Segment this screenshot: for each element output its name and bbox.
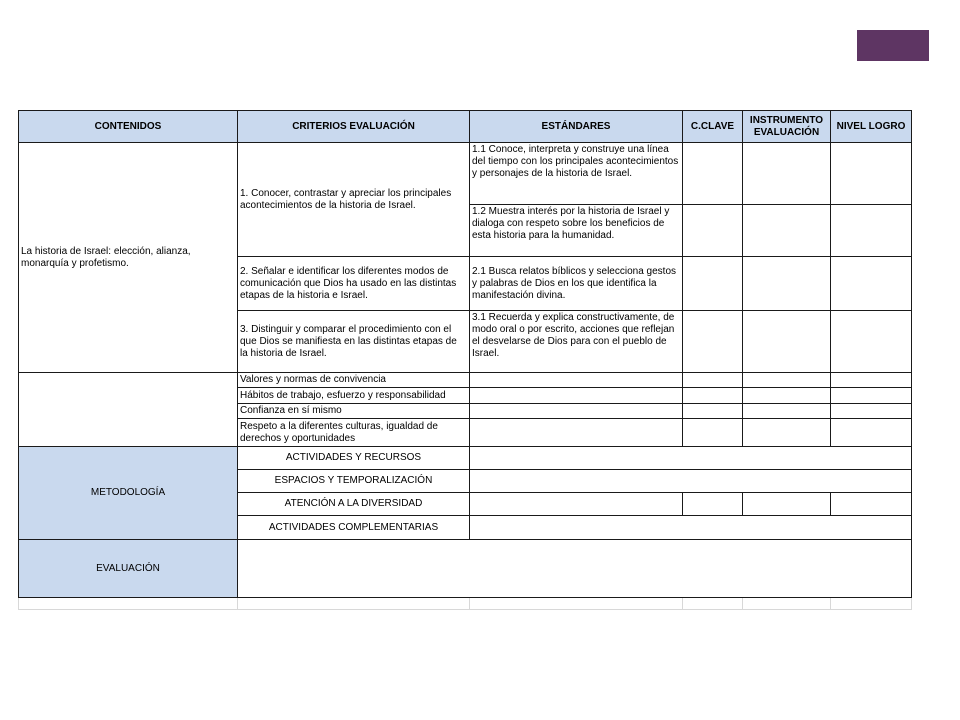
header-estandares: ESTÁNDARES (470, 111, 683, 143)
metodologia-input-cell[interactable] (470, 493, 683, 516)
metodologia-input-cell[interactable] (831, 493, 912, 516)
empty-cell (683, 598, 743, 610)
metodologia-input-cell[interactable] (470, 516, 912, 540)
valor-estandar-cell[interactable] (470, 373, 683, 388)
estandar-1-1: 1.1 Conoce, interpreta y construye una línea del tiempo con los principales acontecimientos y personajes de la historia de Israel. (470, 143, 683, 205)
criterio-1: 1. Conocer, contrastar y apreciar los principales acontecimientos de la historia de Israel. (238, 143, 470, 257)
header-row (19, 111, 912, 143)
table-row (19, 373, 912, 388)
nivel-cell[interactable] (831, 143, 912, 205)
instrumento-cell[interactable] (743, 257, 831, 311)
metodologia-input-cell[interactable] (470, 470, 912, 493)
header-instrumento: INSTRUMENTO EVALUACIÓN (743, 111, 831, 143)
valores-blank-cell (19, 373, 238, 447)
table-row (19, 143, 912, 205)
cclave-cell[interactable] (683, 257, 743, 311)
valor-nivel-cell[interactable] (831, 419, 912, 447)
criterio-3: 3. Distinguir y comparar el procedimiento con el que Dios se manifiesta en las distintas etapas de la historia de Israel. (238, 311, 470, 373)
cclave-cell[interactable] (683, 143, 743, 205)
instrumento-cell[interactable] (743, 311, 831, 373)
valor-item: Hábitos de trabajo, esfuerzo y responsabilidad (238, 388, 470, 404)
contenido-cell: La historia de Israel: elección, alianza, monarquía y profetismo. (19, 143, 238, 373)
metodologia-input-cell[interactable] (743, 493, 831, 516)
cclave-cell[interactable] (683, 311, 743, 373)
valor-estandar-cell[interactable] (470, 388, 683, 404)
valor-item: Valores y normas de convivencia (238, 373, 470, 388)
estandar-1-2: 1.2 Muestra interés por la historia de Israel y dialoga con respeto sobre los beneficios de esta historia para la humanidad. (470, 205, 683, 257)
table-row (19, 447, 912, 470)
valor-instrumento-cell[interactable] (743, 404, 831, 419)
estandar-2-1: 2.1 Busca relatos bíblicos y selecciona gestos y palabras de Dios en los que identifica la manifestación divina. (470, 257, 683, 311)
valor-item: Confianza en sí mismo (238, 404, 470, 419)
metodologia-label: METODOLOGÍA (19, 447, 238, 540)
metodologia-item: ACTIVIDADES COMPLEMENTARIAS (238, 516, 470, 540)
metodologia-item: ACTIVIDADES Y RECURSOS (238, 447, 470, 470)
empty-cell (743, 598, 831, 610)
instrumento-cell[interactable] (743, 143, 831, 205)
nivel-cell[interactable] (831, 257, 912, 311)
metodologia-input-cell[interactable] (683, 493, 743, 516)
valor-instrumento-cell[interactable] (743, 373, 831, 388)
valor-cclave-cell[interactable] (683, 419, 743, 447)
accent-block (857, 30, 929, 61)
empty-cell (831, 598, 912, 610)
evaluacion-label: EVALUACIÓN (19, 540, 238, 598)
nivel-cell[interactable] (831, 311, 912, 373)
header-criterios: CRITERIOS EVALUACIÓN (238, 111, 470, 143)
criterio-2: 2. Señalar e identificar los diferentes modos de comunicación que Dios ha usado en las distintas etapas de la historia e Israel. (238, 257, 470, 311)
header-contenidos: CONTENIDOS (19, 111, 238, 143)
metodologia-item: ATENCIÓN A LA DIVERSIDAD (238, 493, 470, 516)
estandar-3-1: 3.1 Recuerda y explica constructivamente, de modo oral o por escrito, acciones que reflejan el desvelarse de Dios para con el pueblo de Israel. (470, 311, 683, 373)
instrumento-cell[interactable] (743, 205, 831, 257)
empty-cell (19, 598, 238, 610)
valor-nivel-cell[interactable] (831, 404, 912, 419)
valor-nivel-cell[interactable] (831, 388, 912, 404)
header-nivel: NIVEL LOGRO (831, 111, 912, 143)
evaluacion-input-cell[interactable] (238, 540, 912, 598)
cclave-cell[interactable] (683, 205, 743, 257)
header-cclave: C.CLAVE (683, 111, 743, 143)
valor-cclave-cell[interactable] (683, 373, 743, 388)
valor-instrumento-cell[interactable] (743, 419, 831, 447)
valor-estandar-cell[interactable] (470, 419, 683, 447)
metodologia-input-cell[interactable] (470, 447, 912, 470)
valor-cclave-cell[interactable] (683, 388, 743, 404)
valor-cclave-cell[interactable] (683, 404, 743, 419)
valor-nivel-cell[interactable] (831, 373, 912, 388)
nivel-cell[interactable] (831, 205, 912, 257)
valor-item: Respeto a la diferentes culturas, igualdad de derechos y oportunidades (238, 419, 470, 447)
valor-estandar-cell[interactable] (470, 404, 683, 419)
valor-instrumento-cell[interactable] (743, 388, 831, 404)
programacion-table (18, 110, 912, 610)
empty-cell (238, 598, 470, 610)
metodologia-item: ESPACIOS Y TEMPORALIZACIÓN (238, 470, 470, 493)
table-row (19, 598, 912, 610)
table-row (19, 540, 912, 598)
empty-cell (470, 598, 683, 610)
